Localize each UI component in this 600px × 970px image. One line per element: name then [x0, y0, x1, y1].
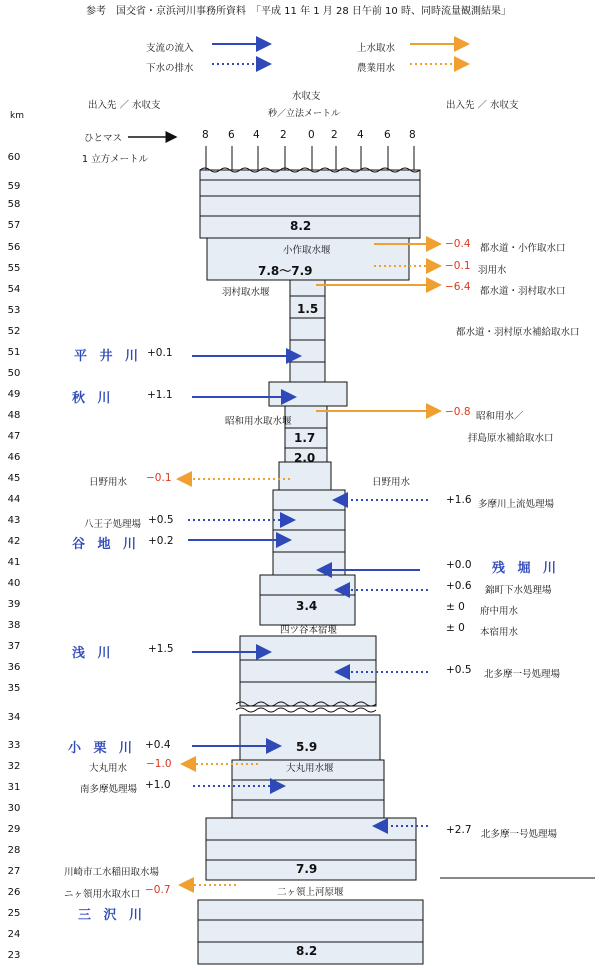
- label-r39: 府中用水: [480, 606, 519, 617]
- legend-agri-label: 農業用水: [357, 63, 396, 74]
- minamitama-label: 南多摩処理場: [80, 784, 138, 795]
- right-heading: 出入先 ／ 水収支: [446, 100, 519, 111]
- value-r36: +0.5: [446, 664, 472, 676]
- river-yaji: 谷 地 川: [72, 537, 141, 552]
- label-r48: 昭和用水／: [476, 411, 524, 422]
- value-hachioji: +0.5: [148, 514, 174, 526]
- tick-label: 8: [409, 129, 416, 141]
- km-label: 59: [7, 181, 21, 192]
- km-label: 53: [7, 305, 21, 316]
- flow-value: 2.0: [294, 451, 316, 465]
- km-label: 39: [7, 599, 21, 610]
- weir-label: 羽村取水堰: [222, 287, 270, 298]
- tick-label: 4: [253, 129, 260, 141]
- value-r38: ± 0: [446, 622, 465, 634]
- flow-value: 1.5: [297, 302, 319, 316]
- km-label: 42: [7, 536, 21, 547]
- value-asa: +1.5: [148, 643, 174, 655]
- km-label: 44: [7, 494, 21, 505]
- value-heii: +0.1: [147, 347, 173, 359]
- km-label: 27: [7, 866, 21, 877]
- km-label: 45: [7, 473, 21, 484]
- weir-label: 日野用水: [372, 477, 411, 488]
- km-label: 38: [7, 620, 21, 631]
- value-r54: −6.4: [445, 281, 471, 293]
- weir-label: 小作取水堰: [283, 245, 331, 256]
- km-label: 48: [7, 410, 21, 421]
- label-r52: 都水道・羽村原水補給取水口: [456, 327, 580, 338]
- river-misawa: 三 沢 川: [78, 908, 147, 923]
- tick-label: 6: [228, 129, 235, 141]
- value-r29: +2.7: [446, 824, 472, 836]
- flow-value: 5.9: [296, 740, 318, 754]
- value-yaji: +0.2: [148, 535, 174, 547]
- center-heading: 水収支: [292, 91, 321, 102]
- scale-title: ひとマス: [84, 133, 123, 144]
- km-label: 26: [7, 887, 21, 898]
- km-label: 34: [7, 712, 21, 723]
- km-label: 47: [7, 431, 21, 442]
- river-asa: 浅 川: [72, 646, 115, 661]
- river-zanbori: 残 堀 川: [492, 561, 561, 576]
- value-r40: +0.6: [446, 580, 472, 592]
- label-r29: 北多摩一号処理場: [481, 829, 558, 840]
- km-label: 33: [7, 740, 21, 751]
- tick-label: 4: [357, 129, 364, 141]
- weir-label: 四ツ谷本宿堰: [280, 625, 338, 636]
- value-omaru: −1.0: [146, 758, 172, 770]
- flow-value: 3.4: [296, 599, 318, 613]
- km-label: 35: [7, 683, 21, 694]
- label-r48b: 拝島原水補給取水口: [468, 433, 554, 444]
- km-label: 50: [7, 368, 21, 379]
- label-r44: 多摩川上流処理場: [478, 499, 555, 510]
- break-mark-mid2: [236, 708, 376, 712]
- km-label: 49: [7, 389, 21, 400]
- km-label: 25: [7, 908, 21, 919]
- km-heading: km: [10, 111, 24, 121]
- source-note: 参考 国交省・京浜河川事務所資料 「平成 11 年 1 月 28 日午前 10 時、同時流量観測結果」: [86, 6, 511, 17]
- label-r36: 北多摩一号処理場: [484, 669, 561, 680]
- value-r56: −0.4: [445, 238, 471, 250]
- scale-unit: 1 立方メートル: [82, 154, 149, 165]
- km-label: 31: [7, 782, 21, 793]
- label-r40: 錦町下水処理場: [485, 585, 552, 596]
- value-r41: +0.0: [446, 559, 472, 571]
- tick-label: 2: [280, 129, 287, 141]
- flow-value: 1.7: [294, 431, 316, 445]
- label-r56: 都水道・小作取水口: [480, 243, 566, 254]
- km-label: 24: [7, 929, 21, 940]
- value-hino: −0.1: [146, 472, 172, 484]
- left-heading: 出入先 ／ 水収支: [88, 100, 161, 111]
- hino-label: 日野用水: [89, 477, 128, 488]
- km-label: 30: [7, 803, 21, 814]
- value-r48: −0.8: [445, 406, 471, 418]
- km-label: 56: [7, 242, 21, 253]
- value-r44: +1.6: [446, 494, 472, 506]
- futagoryo-label: ニヶ領用水取水口: [64, 889, 141, 900]
- river-oguri: 小 栗 川: [68, 741, 137, 756]
- flow-value: 8.2: [296, 944, 318, 958]
- km-label: 32: [7, 761, 21, 772]
- value-r55: −0.1: [445, 260, 471, 272]
- km-label: 41: [7, 557, 21, 568]
- weir-label: 大丸用水堰: [286, 763, 334, 774]
- label-r55: 羽用水: [478, 265, 507, 276]
- value-futagoryo: −0.7: [145, 884, 171, 896]
- river-aki: 秋 川: [72, 391, 115, 406]
- value-aki: +1.1: [147, 389, 173, 401]
- km-label: 55: [7, 263, 21, 274]
- km-label: 40: [7, 578, 21, 589]
- km-label: 37: [7, 641, 21, 652]
- km-label: 54: [7, 284, 21, 295]
- hachioji-label: 八王子処理場: [84, 519, 142, 530]
- km-label: 23: [7, 950, 21, 961]
- flow-value: 7.9: [296, 862, 318, 876]
- legend-inflow-label: 支流の流入: [146, 43, 194, 54]
- tick-label: 0: [308, 129, 315, 141]
- river-heii: 平 井 川: [74, 349, 143, 364]
- km-label: 58: [7, 199, 21, 210]
- tick-label: 8: [202, 129, 209, 141]
- km-label: 60: [7, 152, 21, 163]
- value-minamitama: +1.0: [145, 779, 171, 791]
- tick-label: 6: [384, 129, 391, 141]
- km-label: 29: [7, 824, 21, 835]
- km-label: 43: [7, 515, 21, 526]
- kawasaki-label: 川崎市工水稲田取水場: [64, 867, 160, 878]
- value-r39: ± 0: [446, 601, 465, 613]
- flow-value: 7.8〜7.9: [258, 264, 313, 278]
- km-label: 46: [7, 452, 21, 463]
- legend-intake-label: 上水取水: [357, 43, 396, 54]
- label-r38: 本宿用水: [480, 627, 519, 638]
- unit-heading: 秒／立法メートル: [268, 109, 341, 119]
- km-label: 51: [7, 347, 21, 358]
- weir-label: 昭和用水取水堰: [225, 416, 292, 427]
- flow-value: 8.2: [290, 219, 312, 233]
- km-label: 57: [7, 220, 21, 231]
- label-r54: 都水道・羽村取水口: [480, 286, 566, 297]
- weir-label: 二ヶ領上河原堰: [277, 887, 344, 898]
- omaru-label: 大丸用水: [89, 763, 128, 774]
- km-label: 36: [7, 662, 21, 673]
- legend-sewage-label: 下水の排水: [146, 63, 194, 74]
- scale-tick-lines: [206, 146, 414, 170]
- tick-label: 2: [331, 129, 338, 141]
- km-label: 28: [7, 845, 21, 856]
- km-label: 52: [7, 326, 21, 337]
- value-oguri: +0.4: [145, 739, 171, 751]
